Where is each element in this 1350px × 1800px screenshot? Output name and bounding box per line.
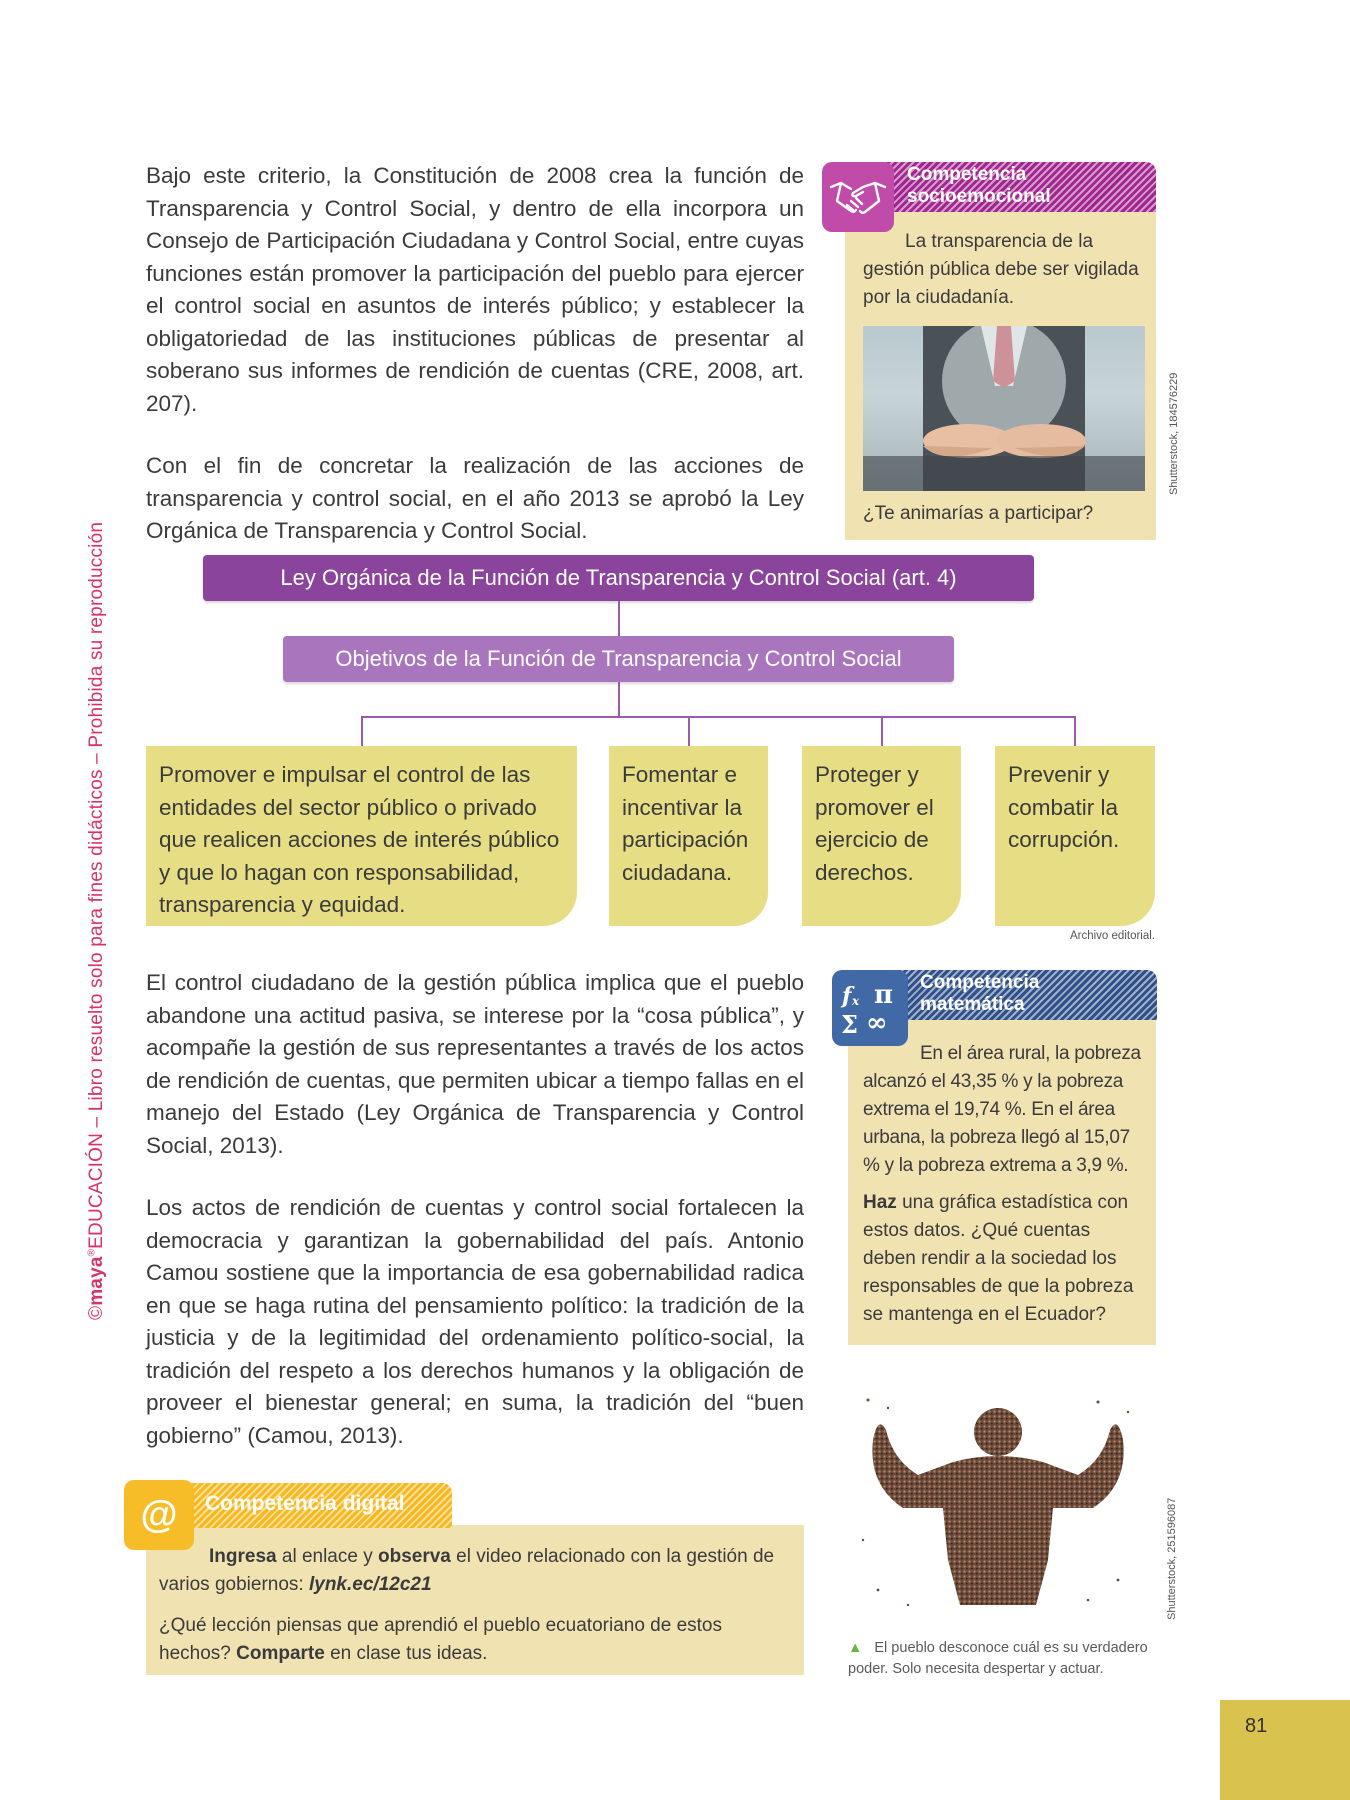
verb-comparte: Comparte <box>236 1643 325 1664</box>
caption-triangle-icon: ▲ <box>848 1640 863 1656</box>
crowd-strongman-image <box>848 1390 1148 1620</box>
vertical-copyright-text <box>86 522 108 1320</box>
digital-question-start: ¿Qué lección piensas que aprendió el pueblo ecuatoriano de estos hechos? <box>159 1615 722 1664</box>
page-number: 81 <box>1220 1700 1350 1800</box>
caption-text: El pueblo desconoce cuál es su verdadero poder. Solo necesita despertar y actuar. <box>848 1640 1148 1677</box>
diagram-connector-top <box>618 601 620 636</box>
at-sign-icon: @ <box>124 1480 194 1550</box>
socioemocional-title-2: socioemocional <box>907 186 1051 207</box>
matematica-title-2: matemática <box>920 994 1025 1015</box>
copyright-symbol: © <box>86 1305 107 1320</box>
diagram-branch-1 <box>361 716 363 746</box>
svg-text:f: f <box>842 983 852 1009</box>
digital-question <box>159 1612 789 1668</box>
digital-text-2: el video relacionado con la gestión de varios gobiernos: <box>159 1546 775 1595</box>
diagram-title: Ley Orgánica de la Función de Transparencia y Control Social (art. 4) <box>203 555 1034 601</box>
matematica-header <box>880 970 1157 1020</box>
paragraph-2: Con el fin de concretar la realización de las acciones de transparencia y control social, en el año 2013 se aprobó la Ley Orgánica de Transparencia y Control Social. <box>146 453 804 543</box>
matematica-title-1: Competencia <box>920 972 1040 993</box>
matematica-action-word: Haz <box>863 1192 897 1213</box>
objective-2: Fomentar e incentivar la participación ciudadana. <box>609 746 768 926</box>
diagram-connector-mid <box>618 682 620 717</box>
handshake-icon <box>822 162 894 232</box>
matematica-action-text: una gráfica estadística con estos datos. ¿Qué cuentas deben rendir a la sociedad los responsables de que la pobreza se mantenga en el Ecuador? <box>863 1192 1134 1325</box>
diagram-credit: Archivo editorial. <box>1069 930 1155 942</box>
objective-3: Proteger y promover el ejercicio de derechos. <box>802 746 961 926</box>
math-symbols-icon <box>832 970 908 1046</box>
paragraph-3: El control ciudadano de la gestión pública implica que el pueblo abandone una actitud pasiva, se interese por la “cosa pública”, y acompañe la gestión de sus representantes a través de los actos de rendición de cuentas, que permiten ubicar a tiempo fallas en el manejo del Estado (Ley Orgánica de Transparencia y Control Social, 2013). <box>146 970 804 1158</box>
digital-header: Competencia digital <box>190 1483 452 1528</box>
diagram-branch-2 <box>688 716 690 746</box>
diagram-branch-4 <box>1074 716 1076 746</box>
digital-text-1: al enlace y <box>281 1546 373 1567</box>
svg-text:π: π <box>874 980 894 1010</box>
svg-text:∞: ∞ <box>866 1008 888 1038</box>
matematica-text: En el área rural, la pobreza alcanzó el 43,35 % y la pobreza extrema el 19,74 %. En el área urbana, la pobreza llegó al 15,07 % y la pobreza extrema a 3,9 %. <box>863 1043 1141 1176</box>
brand-name: maya <box>86 1256 107 1306</box>
digital-link[interactable]: lynk.ec/12c21 <box>308 1574 432 1595</box>
crowd-photo-credit: Shutterstock, 251596087 <box>1166 1497 1178 1620</box>
digital-question-end: en clase tus ideas. <box>330 1643 488 1664</box>
socioemocional-title-1: Competencia <box>907 164 1027 185</box>
registered-mark: ® <box>86 1248 98 1257</box>
socioemocional-photo-credit: Shutterstock, 184576229 <box>1168 372 1180 495</box>
objective-1: Promover e impulsar el control de las entidades del sector público o privado que realicen acciones de interés público y que lo hagan con responsabilidad, transparencia y equidad. <box>146 746 577 926</box>
body-text-bottom <box>146 967 804 1482</box>
socioemocional-question: ¿Te animarías a participar? <box>863 503 1094 524</box>
crowd-caption <box>848 1638 1158 1680</box>
objective-4: Prevenir y combatir la corrupción. <box>995 746 1155 926</box>
socioemocional-header <box>870 162 1156 212</box>
verb-observa: observa <box>378 1546 451 1567</box>
diagram-branch-line <box>361 716 1076 718</box>
body-text-top <box>146 160 804 578</box>
svg-text:Σ: Σ <box>841 1010 858 1039</box>
verb-ingresa: Ingresa <box>209 1546 277 1567</box>
paragraph-4: Los actos de rendición de cuentas y control social fortalecen la democracia y garantizan la gobernabilidad del país. Antonio Camou sostiene que la importancia de esa gobernabilidad radica en que se haga rutina del pensamiento político: la tradición de la justicia y de la legitimidad del ordenamiento político-social, la tradición del respeto a los derechos humanos y la obligación de proveer el bienestar general; en suma, la tradición del “buen gobierno” (Camou, 2013). <box>146 1195 804 1448</box>
matematica-activity <box>863 1189 1148 1329</box>
copyright-notice: EDUCACIÓN – Libro resuelto solo para fines didácticos – Prohibida su reproducción <box>86 521 107 1249</box>
diagram-subtitle: Objetivos de la Función de Transparencia y Control Social <box>283 636 954 682</box>
socioemocional-text: La transparencia de la gestión pública debe ser vigilada por la ciudadanía. <box>863 231 1139 308</box>
paragraph-1: Bajo este criterio, la Constitución de 2008 crea la función de Transparencia y Control Social, y dentro de ella incorpora un Consejo de Participación Ciudadana y Control Social, entre cuyas funciones están promover la participación del pueblo para ejercer el control social en asuntos de interés público; y establecer la obligatoriedad de las instituciones públicas de presentar al soberano sus informes de rendición de cuentas (CRE, 2008, art. 207). <box>146 163 804 416</box>
hands-bubble-image <box>863 326 1145 491</box>
svg-text:x: x <box>852 994 860 1008</box>
diagram-branch-3 <box>881 716 883 746</box>
digital-instructions <box>159 1543 789 1599</box>
